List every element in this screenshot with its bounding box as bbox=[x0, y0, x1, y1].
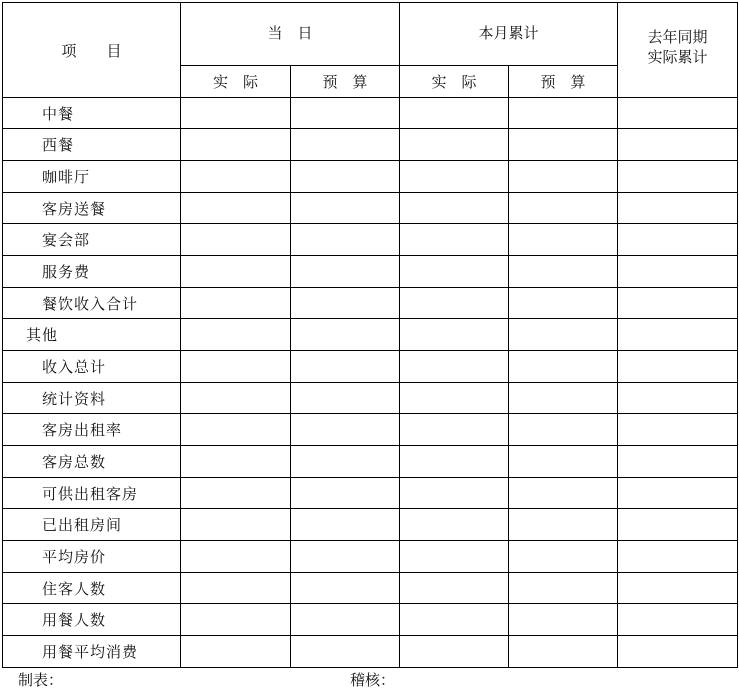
row-label: 住客人数 bbox=[3, 573, 181, 604]
reviewed-by-label: 稽核： bbox=[350, 673, 396, 689]
cell-month-actual bbox=[400, 478, 509, 509]
row-label: 收入总计 bbox=[3, 351, 181, 383]
cell-last-year-actual bbox=[618, 351, 738, 383]
header-last-year-line2: 实际累计 bbox=[647, 50, 708, 66]
cell-month-budget bbox=[509, 256, 618, 288]
cell-month-budget bbox=[509, 636, 618, 668]
cell-last-year-actual bbox=[618, 414, 738, 446]
cell-last-year-actual bbox=[618, 604, 738, 636]
cell-month-actual bbox=[400, 319, 509, 351]
header-today: 当 日 bbox=[181, 3, 400, 66]
cell-today-budget bbox=[291, 541, 400, 573]
cell-today-budget bbox=[291, 319, 400, 351]
row-label: 客房总数 bbox=[3, 446, 181, 478]
header-last-year bbox=[618, 3, 738, 98]
revenue-report-table bbox=[2, 2, 738, 668]
cell-today-actual bbox=[181, 129, 291, 161]
cell-today-actual bbox=[181, 573, 291, 604]
row-label: 西餐 bbox=[3, 129, 181, 161]
row-label: 服务费 bbox=[3, 256, 181, 288]
cell-today-actual bbox=[181, 98, 291, 129]
cell-month-budget bbox=[509, 573, 618, 604]
cell-month-actual bbox=[400, 129, 509, 161]
cell-last-year-actual bbox=[618, 573, 738, 604]
cell-last-year-actual bbox=[618, 509, 738, 541]
cell-month-budget bbox=[509, 446, 618, 478]
cell-month-budget bbox=[509, 161, 618, 193]
cell-month-actual bbox=[400, 256, 509, 288]
cell-month-budget bbox=[509, 98, 618, 129]
row-label: 其他 bbox=[3, 319, 181, 351]
cell-today-actual bbox=[181, 319, 291, 351]
header-today-actual: 实 际 bbox=[181, 66, 291, 98]
row-label: 中餐 bbox=[3, 98, 181, 129]
cell-last-year-actual bbox=[618, 98, 738, 129]
cell-month-budget bbox=[509, 604, 618, 636]
cell-last-year-actual bbox=[618, 383, 738, 414]
cell-month-actual bbox=[400, 193, 509, 224]
row-label: 客房送餐 bbox=[3, 193, 181, 224]
cell-month-budget bbox=[509, 383, 618, 414]
cell-today-actual bbox=[181, 256, 291, 288]
cell-month-budget bbox=[509, 478, 618, 509]
cell-month-budget bbox=[509, 509, 618, 541]
cell-today-actual bbox=[181, 414, 291, 446]
cell-today-actual bbox=[181, 224, 291, 256]
cell-month-actual bbox=[400, 414, 509, 446]
cell-today-actual bbox=[181, 161, 291, 193]
cell-today-budget bbox=[291, 446, 400, 478]
cell-today-actual bbox=[181, 478, 291, 509]
row-label: 餐饮收入合计 bbox=[3, 288, 181, 319]
cell-month-budget bbox=[509, 193, 618, 224]
cell-today-actual bbox=[181, 541, 291, 573]
row-label: 咖啡厅 bbox=[3, 161, 181, 193]
cell-last-year-actual bbox=[618, 129, 738, 161]
cell-today-budget bbox=[291, 351, 400, 383]
cell-month-actual bbox=[400, 604, 509, 636]
row-label: 统计资料 bbox=[3, 383, 181, 414]
cell-last-year-actual bbox=[618, 161, 738, 193]
cell-month-budget bbox=[509, 129, 618, 161]
cell-month-actual bbox=[400, 573, 509, 604]
cell-last-year-actual bbox=[618, 319, 738, 351]
cell-today-budget bbox=[291, 573, 400, 604]
cell-month-actual bbox=[400, 636, 509, 668]
cell-month-actual bbox=[400, 224, 509, 256]
cell-today-actual bbox=[181, 351, 291, 383]
cell-month-actual bbox=[400, 98, 509, 129]
cell-today-budget bbox=[291, 414, 400, 446]
cell-month-budget bbox=[509, 319, 618, 351]
cell-month-budget bbox=[509, 414, 618, 446]
header-month-actual: 实 际 bbox=[400, 66, 509, 98]
cell-today-budget bbox=[291, 636, 400, 668]
header-month-budget: 预 算 bbox=[509, 66, 618, 98]
header-month-to-date: 本月累计 bbox=[400, 3, 618, 66]
cell-month-budget bbox=[509, 541, 618, 573]
cell-today-actual bbox=[181, 636, 291, 668]
cell-month-actual bbox=[400, 351, 509, 383]
cell-today-actual bbox=[181, 193, 291, 224]
row-label: 平均房价 bbox=[3, 541, 181, 573]
cell-month-actual bbox=[400, 161, 509, 193]
cell-today-budget bbox=[291, 383, 400, 414]
cell-today-budget bbox=[291, 288, 400, 319]
cell-today-budget bbox=[291, 256, 400, 288]
cell-today-actual bbox=[181, 509, 291, 541]
row-label: 已出租房间 bbox=[3, 509, 181, 541]
cell-today-budget bbox=[291, 129, 400, 161]
header-last-year-line1: 去年同期 bbox=[647, 30, 708, 46]
header-item: 项 目 bbox=[3, 3, 181, 98]
prepared-by-label: 制表： bbox=[18, 673, 64, 689]
cell-today-budget bbox=[291, 604, 400, 636]
cell-last-year-actual bbox=[618, 256, 738, 288]
cell-today-actual bbox=[181, 446, 291, 478]
cell-month-actual bbox=[400, 288, 509, 319]
cell-today-budget bbox=[291, 98, 400, 129]
row-label: 用餐平均消费 bbox=[3, 636, 181, 668]
cell-month-budget bbox=[509, 224, 618, 256]
cell-month-budget bbox=[509, 288, 618, 319]
cell-today-actual bbox=[181, 604, 291, 636]
cell-last-year-actual bbox=[618, 288, 738, 319]
cell-last-year-actual bbox=[618, 446, 738, 478]
cell-month-actual bbox=[400, 509, 509, 541]
cell-today-budget bbox=[291, 193, 400, 224]
cell-month-actual bbox=[400, 541, 509, 573]
cell-today-actual bbox=[181, 288, 291, 319]
cell-today-budget bbox=[291, 478, 400, 509]
cell-last-year-actual bbox=[618, 636, 738, 668]
cell-today-budget bbox=[291, 224, 400, 256]
cell-today-budget bbox=[291, 509, 400, 541]
cell-last-year-actual bbox=[618, 224, 738, 256]
row-label: 客房出租率 bbox=[3, 414, 181, 446]
cell-month-actual bbox=[400, 383, 509, 414]
cell-last-year-actual bbox=[618, 541, 738, 573]
cell-month-actual bbox=[400, 446, 509, 478]
row-label: 可供出租客房 bbox=[3, 478, 181, 509]
header-today-budget: 预 算 bbox=[291, 66, 400, 98]
row-label: 宴会部 bbox=[3, 224, 181, 256]
row-label: 用餐人数 bbox=[3, 604, 181, 636]
cell-month-budget bbox=[509, 351, 618, 383]
cell-today-actual bbox=[181, 383, 291, 414]
cell-last-year-actual bbox=[618, 478, 738, 509]
cell-today-budget bbox=[291, 161, 400, 193]
cell-last-year-actual bbox=[618, 193, 738, 224]
